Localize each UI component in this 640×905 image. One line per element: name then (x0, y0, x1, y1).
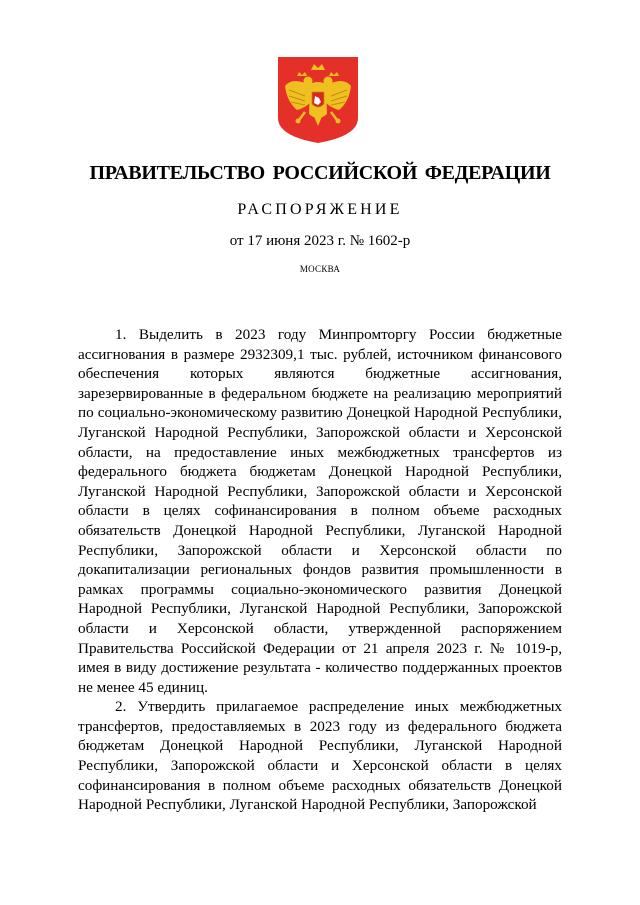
government-title: ПРАВИТЕЛЬСТВО РОССИЙСКОЙ ФЕДЕРАЦИИ (89, 162, 551, 184)
coat-of-arms-icon (277, 56, 359, 144)
document-dateline: от 17 июня 2023 г. № 1602-р (229, 233, 411, 249)
document-body (78, 325, 562, 815)
paragraph-2: 2. Утвердить прилагаемое распределение иных межбюджетных трансфертов, предоставляемых в 2023 году из федерального бюджета бюджетам Донецкой Народной Республики, Луганской Народной Республики, Запорожской области и Херсонской области в целях софинансирования в полном объеме расходных обязательств Донецкой Народной Республики, Луганской Народной Республики, Запорожской (78, 698, 562, 814)
city-label: МОСКВА (299, 264, 341, 274)
paragraph-1: 1. Выделить в 2023 году Минпромторгу России бюджетные ассигнования в размере 2932309,1 тыс. рублей, источником финансового обеспечения которых являются бюджетные ассигнования, зарезервированные в федеральном бюджете на реализацию мероприятий по социально-экономическому развитию Донецкой Народной Республики, Луганской Народной Республики, Запорожской области и Херсонской области, на предоставление иных межбюджетных трансфертов из федерального бюджета бюджетам Донецкой Народной Республики, Луганской Народной Республики, Запорожской области и Херсонской области в целях софинансирования в полном объеме расходных обязательств Донецкой Народной Республики, Луганской Народной Республики, Запорожской области и Херсонской области по докапитализации региональных фондов развития промышленности в рамках программы социально-экономического развития Донецкой Народной Республики, Луганской Народной Республики, Запорожской области и Херсонской области, утвержденной распоряжением Правительства Российской Федерации от 21 апреля 2023 г. № 1019-р, имея в виду достижение результата - количество поддержанных проектов не менее 45 единиц. (78, 326, 562, 696)
document-type: РАСПОРЯЖЕНИЕ (237, 201, 403, 218)
